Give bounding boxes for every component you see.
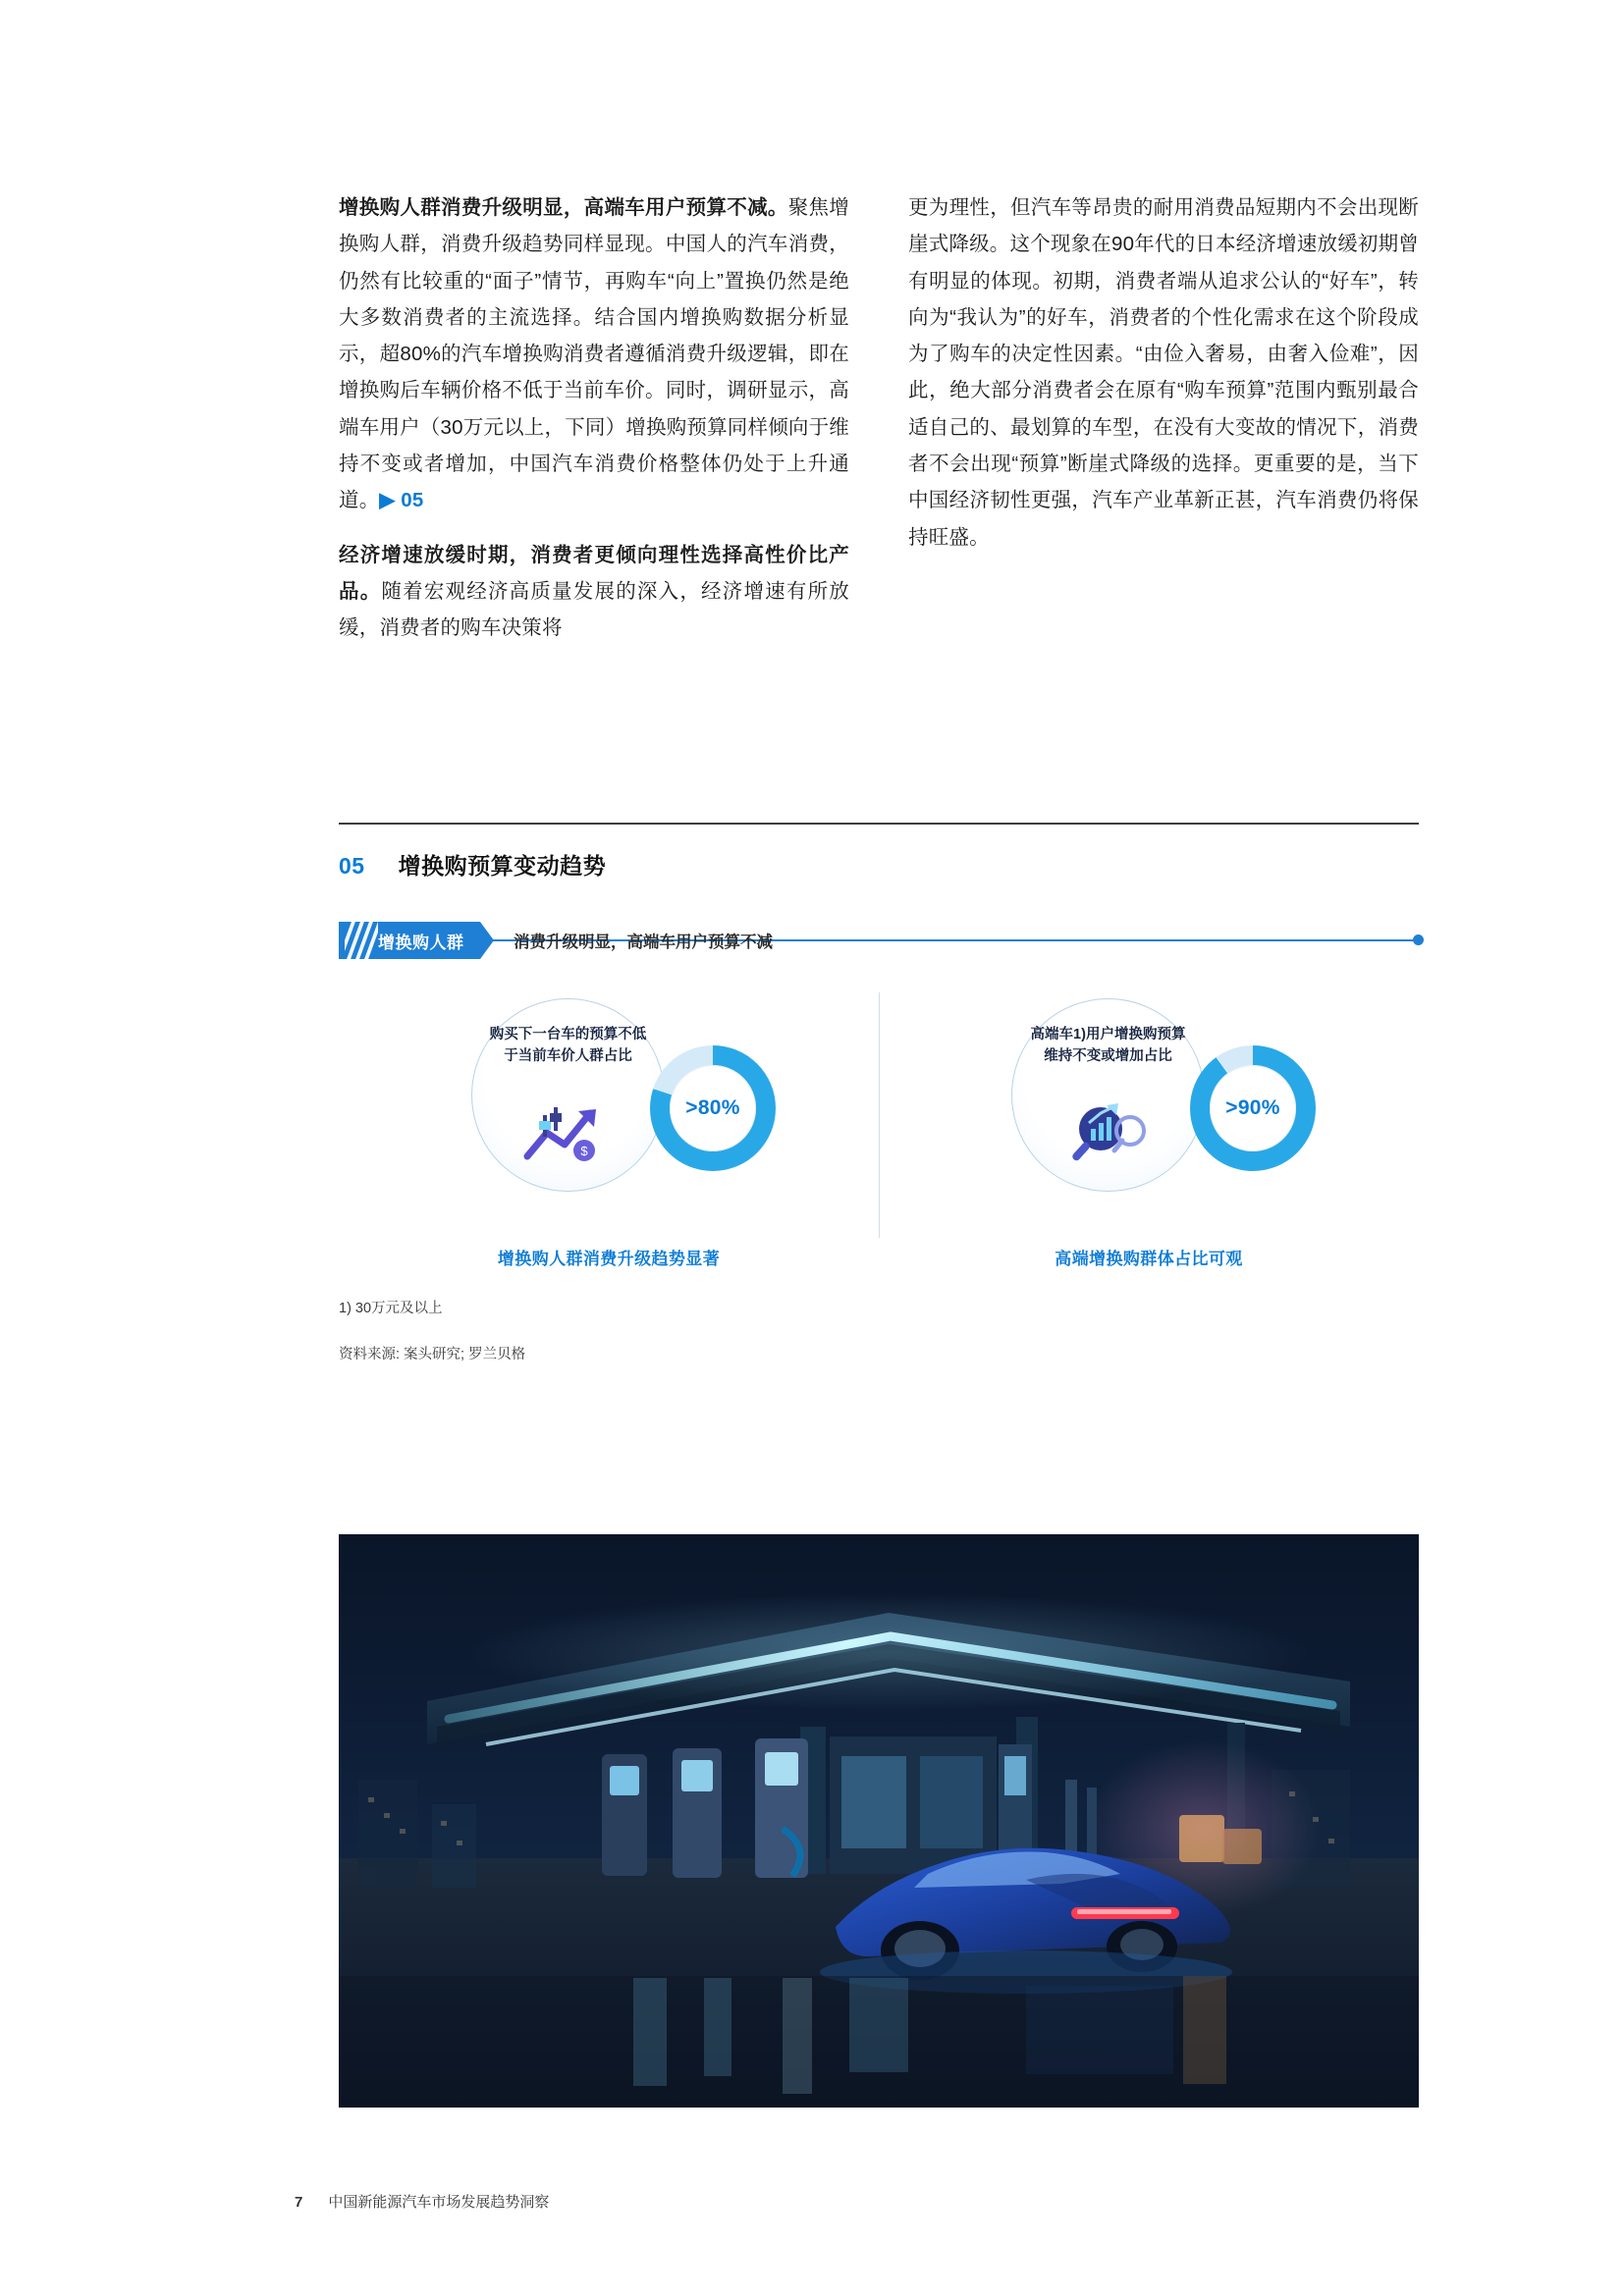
- exhibit-reference-05[interactable]: ▶ 05: [379, 489, 424, 512]
- panel-2-percent-donut: [1190, 1045, 1316, 1171]
- banner-tag: [339, 922, 480, 959]
- paragraph-2-text: 随着宏观经济高质量发展的深入，经济增速有所放缓，消费者的购车决策将: [339, 579, 849, 640]
- paragraph-2: [339, 537, 849, 647]
- photo-ev-charging-station: [339, 1534, 1419, 2108]
- paragraph-1-text: 聚焦增换购人群，消费升级趋势同样显现。中国人的汽车消费，仍然有比较重的“面子”情节，再购车“向上”置换仍然是绝大多数消费者的主流选择。结合国内增换购数据分析显示，超80%的汽车增换购消费者遵循消费升级逻辑，即在增换购后车辆价格不低于当前车价。同时，调研显示，高端车用户（30万元以上，下同）增换购预算同样倾向于维持不变或者增加，中国汽车消费价格整体仍处于上升通道。: [339, 196, 850, 512]
- exhibit-number: 05: [339, 853, 365, 879]
- magnifier-chart-icon: [1061, 1101, 1156, 1169]
- exhibit-panels: [339, 985, 1419, 1269]
- exhibit-source: 资料来源: 案头研究; 罗兰贝格: [339, 1347, 526, 1362]
- page-number: 7: [295, 2194, 303, 2211]
- banner-end-dot: [1413, 934, 1424, 945]
- banner-rule: [339, 939, 1419, 941]
- banner-tag-label: 增换购人群: [378, 933, 464, 952]
- panel-1-caption: 增换购人群消费升级趋势显著: [497, 1250, 721, 1268]
- body-column-right: [908, 189, 1419, 665]
- panel-1-visual: [442, 998, 776, 1195]
- paragraph-1-lead: 增换购人群消费升级明显，高端车用户预算不减。: [339, 196, 788, 219]
- exhibit-header: [339, 848, 1419, 881]
- banner-slashes-icon: [345, 922, 378, 959]
- panel-1-percent-label: >80%: [685, 1096, 740, 1119]
- exhibit-title: 增换购预算变动趋势: [398, 853, 607, 879]
- paragraph-3-text: 更为理性，但汽车等昂贵的耐用消费品短期内不会出现断崖式降级。这个现象在90年代的日本经济增速放缓初期曾有明显的体现。初期，消费者端从追求公认的“好车”，转向为“我认为”的好车，消费者的个性化需求在这个阶段成为了购车的决定性因素。“由俭入奢易，由奢入俭难”，因此，绝大部分消费者会在原有“购车预算”范围内甄别最合适自己的、最划算的车型，在没有大变故的情况下，消费者不会出现“预算”断崖式降级的选择。更重要的是，当下中国经济韧性更强，汽车产业革新正甚，汽车消费仍将保持旺盛。: [908, 196, 1420, 549]
- panel-1-ring-label: 购买下一台车的预算不低于当前车价人群占比: [489, 1027, 647, 1064]
- panel-2-caption: 高端增换购群体占比可观: [1055, 1250, 1243, 1268]
- panel-upgrade-share: [339, 985, 879, 1269]
- growth-arrow-icon: [521, 1101, 616, 1169]
- paragraph-2-lead: 经济增速放缓时期，消费者更倾向理性选择高性价比产品。: [339, 543, 849, 603]
- page-footer: [295, 2191, 549, 2212]
- panel-2-visual: [982, 998, 1316, 1195]
- paragraph-3: [908, 189, 1419, 556]
- paragraph-1: [339, 189, 849, 519]
- exhibit-top-rule: [339, 823, 1419, 825]
- panel-premium-share: [879, 985, 1419, 1269]
- exhibit-banner: [339, 922, 1419, 959]
- exhibit-05: [339, 823, 1419, 1363]
- panel-2-outer-ring: [1011, 998, 1205, 1192]
- body-column-left: [339, 189, 849, 665]
- banner-subtitle: 消费升级明显，高端车用户预算不减: [514, 934, 773, 951]
- article-body: [339, 189, 1419, 665]
- panel-1-percent-donut: [650, 1045, 776, 1171]
- exhibit-footnote: 1) 30万元及以上: [339, 1301, 443, 1316]
- panel-2-percent-label: >90%: [1225, 1096, 1280, 1119]
- panel-2-ring-label: 高端车1)用户增换购预算维持不变或增加占比: [1030, 1027, 1186, 1064]
- svg-text:$: $: [579, 1144, 588, 1158]
- panel-1-outer-ring: [471, 998, 665, 1192]
- footer-title: 中国新能源汽车市场发展趋势洞察: [328, 2194, 550, 2211]
